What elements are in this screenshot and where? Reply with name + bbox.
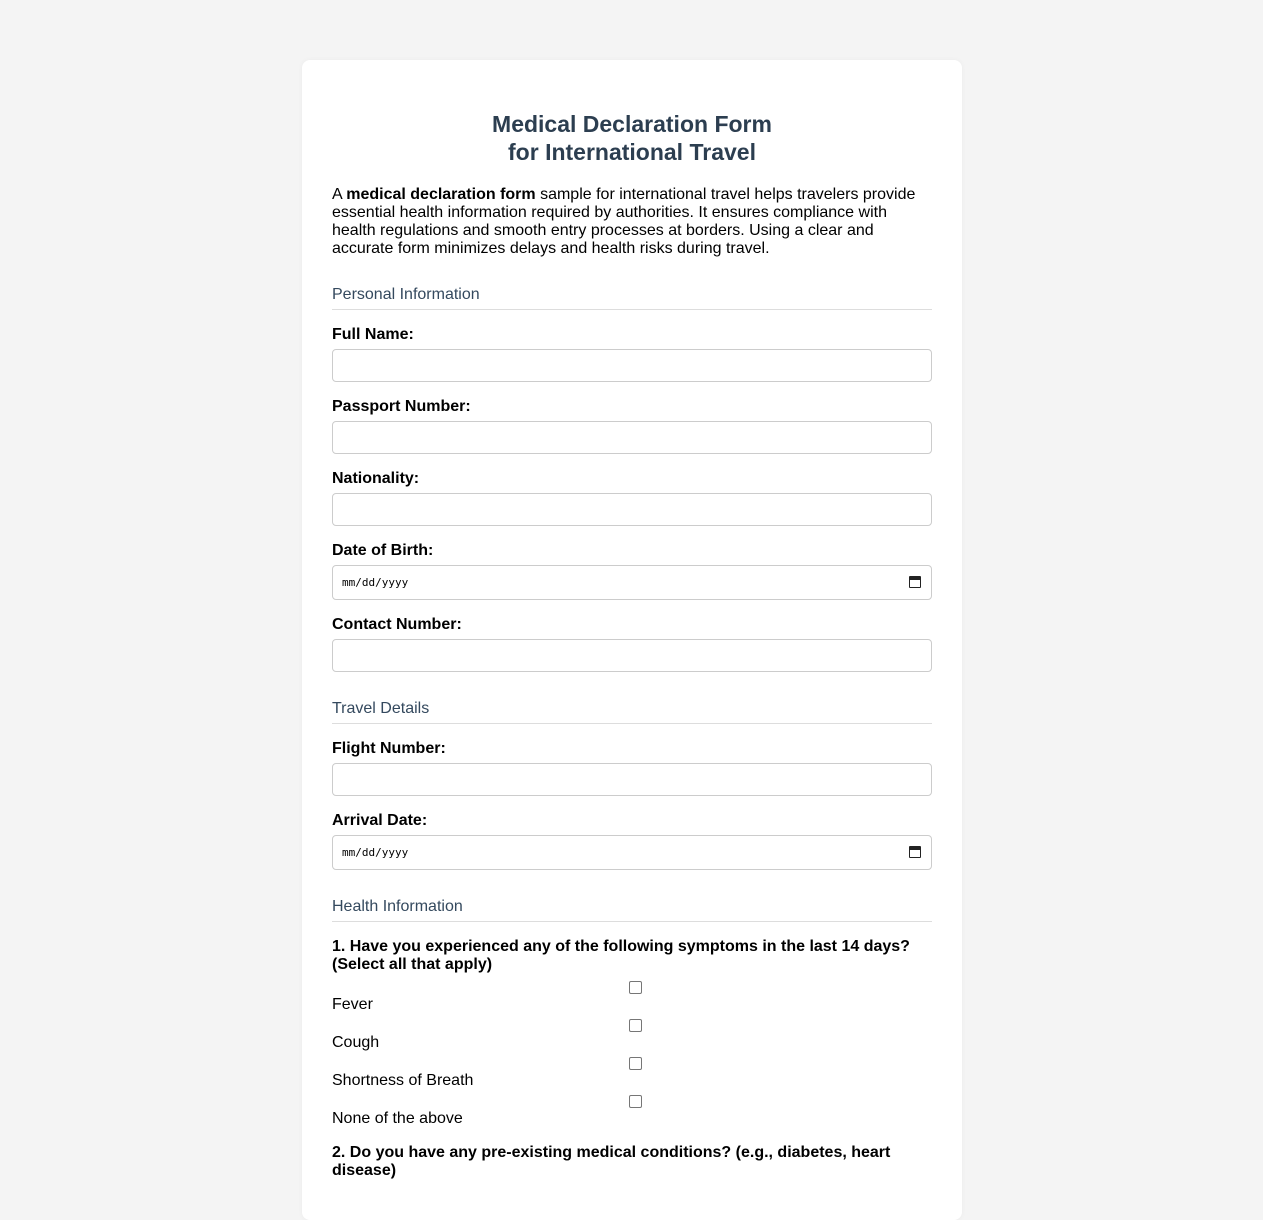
full-name-label: Full Name: (332, 326, 414, 343)
passport-number-field (332, 398, 932, 454)
date-of-birth-field (332, 542, 932, 600)
section-health-information: Health Information (332, 898, 932, 922)
contact-number-input[interactable] (332, 639, 932, 672)
arrival-date-label: Arrival Date: (332, 812, 428, 829)
contact-number-field (332, 616, 932, 672)
passport-number-input[interactable] (332, 421, 932, 454)
shortness-of-breath-label: Shortness of Breath (332, 1072, 474, 1089)
page-title-line2: for International Travel (508, 139, 756, 165)
arrival-date-placeholder: mm/dd/yyyy (342, 846, 409, 859)
cough-label: Cough (332, 1034, 380, 1051)
flight-number-input[interactable] (332, 763, 932, 796)
full-name-field (332, 326, 932, 382)
symptom-option-fever (332, 976, 932, 1014)
nationality-input[interactable] (332, 493, 932, 526)
shortness-of-breath-checkbox[interactable] (629, 1057, 642, 1070)
nationality-field (332, 470, 932, 526)
form-card (302, 60, 962, 1220)
cough-checkbox[interactable] (629, 1019, 642, 1032)
question-symptoms: 1. Have you experienced any of the following symptoms in the last 14 days? (Select all that apply) (332, 938, 910, 973)
symptom-options (332, 976, 932, 1128)
date-of-birth-placeholder: mm/dd/yyyy (342, 576, 409, 589)
intro-rest: sample for international travel helps travelers provide essential health information required by authorities. It ensures compliance with health regulations and smooth entry processes at borders. Using a clear and accurate form minimizes delays and health risks during travel. (332, 186, 916, 257)
page-title (332, 110, 932, 166)
flight-number-label: Flight Number: (332, 740, 446, 757)
arrival-date-input[interactable] (332, 835, 932, 870)
arrival-date-field (332, 812, 932, 870)
symptom-option-shortness-of-breath (332, 1052, 932, 1090)
symptom-option-cough (332, 1014, 932, 1052)
date-of-birth-input[interactable] (332, 565, 932, 600)
flight-number-field (332, 740, 932, 796)
symptom-option-none (332, 1090, 932, 1128)
section-travel-details: Travel Details (332, 700, 932, 724)
question-pre-existing-conditions: 2. Do you have any pre-existing medical conditions? (e.g., diabetes, heart disease) (332, 1144, 891, 1179)
none-of-the-above-label: None of the above (332, 1110, 463, 1127)
intro-prefix: A (332, 186, 347, 203)
calendar-icon[interactable] (909, 846, 921, 858)
calendar-icon[interactable] (909, 576, 921, 588)
contact-number-label: Contact Number: (332, 616, 462, 633)
intro-bold: medical declaration form (346, 186, 536, 203)
date-of-birth-label: Date of Birth: (332, 542, 434, 559)
fever-label: Fever (332, 996, 373, 1013)
intro-paragraph (332, 186, 932, 258)
fever-checkbox[interactable] (629, 981, 642, 994)
full-name-input[interactable] (332, 349, 932, 382)
section-personal-information: Personal Information (332, 286, 932, 310)
passport-number-label: Passport Number: (332, 398, 471, 415)
page-title-line1: Medical Declaration Form (492, 111, 772, 137)
nationality-label: Nationality: (332, 470, 420, 487)
none-of-the-above-checkbox[interactable] (629, 1095, 642, 1108)
